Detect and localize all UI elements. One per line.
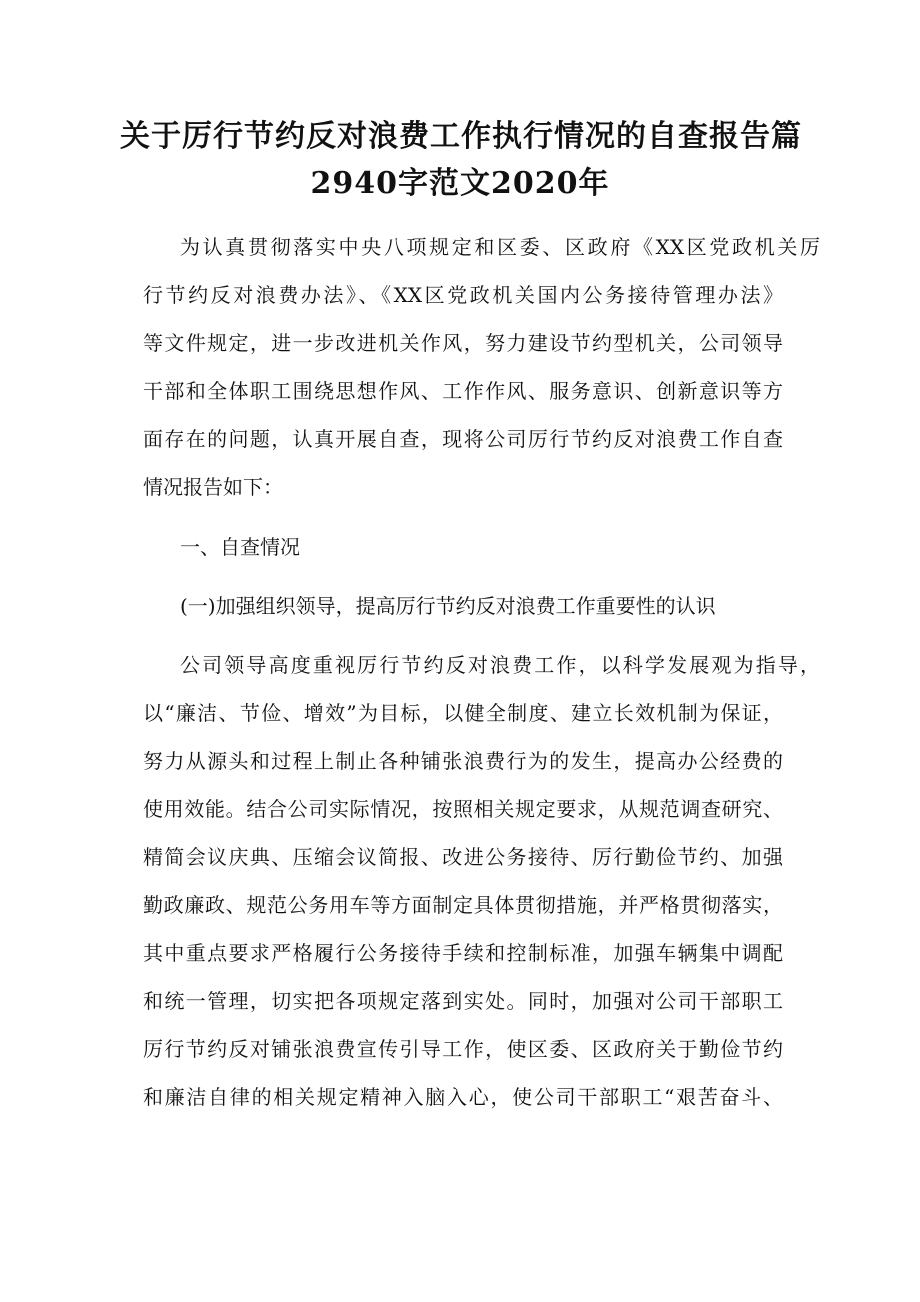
paragraph-2-line-6: 勤政廉政、规范公务用车等方面制定具体贯彻措施，并严格贯彻落实， (143, 893, 783, 917)
paragraph-2-line-1: 公司领导高度重视厉行节约反对浪费工作，以科学发展观为指导， (180, 653, 820, 677)
document-title-line-1: 关于厉行节约反对浪费工作执行情况的自查报告篇 (120, 119, 802, 154)
paragraph-1-line-2: 行节约反对浪费办法》、《XX区党政机关国内公务接待管理办法》 (143, 283, 783, 307)
paragraph-1-line-6: 情况报告如下： (143, 475, 283, 499)
paragraph-2-line-9: 厉行节约反对铺张浪费宣传引导工作，使区委、区政府关于勤俭节约 (143, 1037, 783, 1061)
document-title-line-2: 2940字范文2020年 (310, 166, 610, 201)
paragraph-2-line-8: 和统一管理，切实把各项规定落到实处。同时，加强对公司干部职工 (143, 989, 783, 1013)
section-1-heading: 一、自查情况 (180, 535, 300, 559)
paragraph-1-line-1: 为认真贯彻落实中央八项规定和区委、区政府《XX区党政机关厉 (180, 235, 820, 259)
paragraph-1-line-3: 等文件规定，进一步改进机关作风，努力建设节约型机关，公司领导 (143, 331, 783, 355)
paragraph-2-line-10: 和廉洁自律的相关规定精神入脑入心，使公司干部职工“艰苦奋斗、 (143, 1085, 783, 1109)
subsection-1-heading: (一)加强组织领导，提高厉行节约反对浪费工作重要性的认识 (180, 594, 716, 618)
paragraph-2-line-7: 其中重点要求严格履行公务接待手续和控制标准，加强车辆集中调配 (143, 941, 783, 965)
paragraph-1-line-5: 面存在的问题，认真开展自查，现将公司厉行节约反对浪费工作自查 (143, 427, 783, 451)
paragraph-1-line-4: 干部和全体职工围绕思想作风、工作作风、服务意识、创新意识等方 (143, 379, 783, 403)
paragraph-2-line-5: 精简会议庆典、压缩会议简报、改进公务接待、厉行勤俭节约、加强 (143, 845, 783, 869)
paragraph-2-line-2: 以“廉洁、节俭、增效”为目标，以健全制度、建立长效机制为保证， (143, 701, 783, 725)
paragraph-2-line-3: 努力从源头和过程上制止各种铺张浪费行为的发生，提高办公经费的 (143, 749, 783, 773)
paragraph-2-line-4: 使用效能。结合公司实际情况，按照相关规定要求，从规范调查研究、 (143, 797, 783, 821)
